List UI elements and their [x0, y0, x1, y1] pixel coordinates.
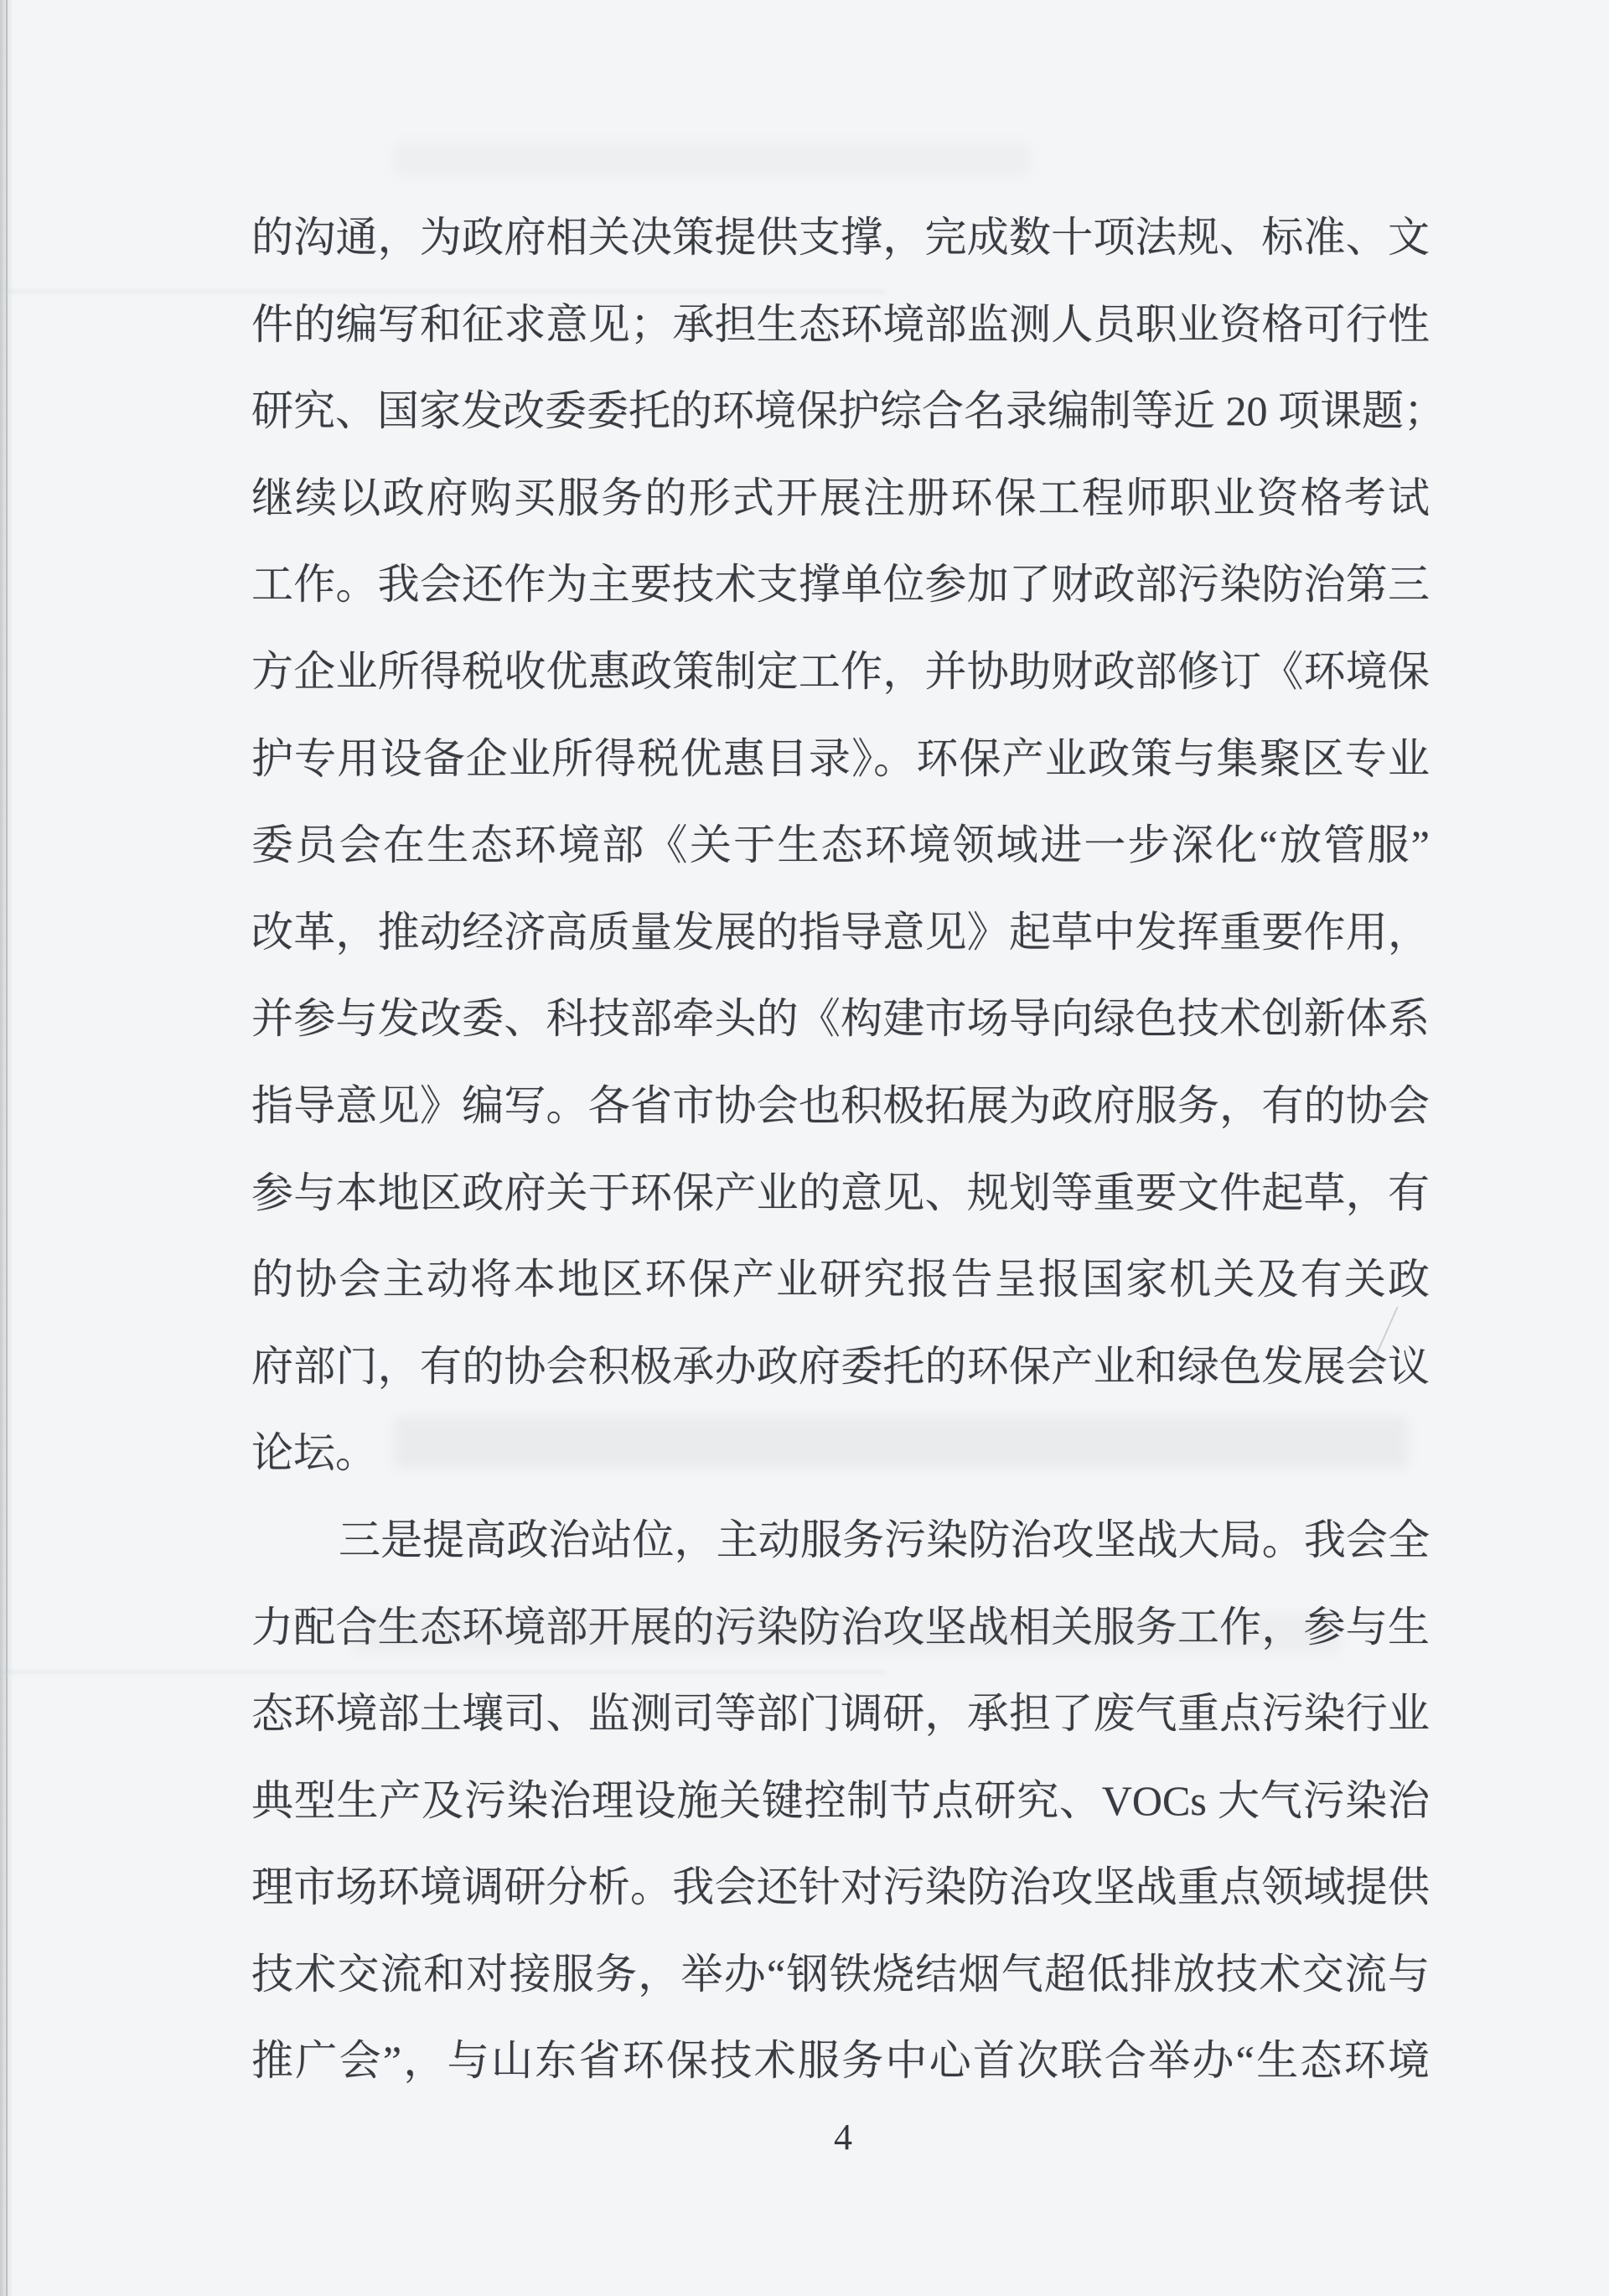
- text-line: 力配合生态环境部开展的污染防治攻坚战相关服务工作，参与生: [251, 1603, 1430, 1651]
- text-line: 研究、国家发改委委托的环境保护综合名录编制等近 20 项课题；: [251, 387, 1446, 435]
- text-line: 典型生产及污染治理设施关键控制节点研究、VOCs 大气污染治: [251, 1776, 1430, 1824]
- text-line: 态环境部土壤司、监测司等部门调研，承担了废气重点污染行业: [251, 1690, 1430, 1738]
- text-line: 技术交流和对接服务，举办“钢铁烧结烟气超低排放技术交流与: [251, 1950, 1430, 1998]
- text-line: 并参与发改委、科技部牵头的《构建市场导向绿色技术创新体系: [251, 995, 1430, 1043]
- page-number: 4: [834, 2117, 852, 2158]
- document-body-text: [251, 204, 1446, 2114]
- text-line: 工作。我会还作为主要技术支撑单位参加了财政部污染防治第三: [251, 561, 1430, 609]
- text-line: 方企业所得税收优惠政策制定工作，并协助财政部修订《环境保: [251, 647, 1430, 695]
- text-line: 三是提高政治站位，主动服务污染防治攻坚战大局。我会全: [339, 1516, 1430, 1563]
- text-line: 推广会”，与山东省环保技术服务中心首次联合举办“生态环境: [251, 2037, 1430, 2085]
- text-line: 的协会主动将本地区环保产业研究报告呈报国家机关及有关政: [251, 1256, 1430, 1303]
- text-line: 件的编写和征求意见；承担生态环境部监测人员职业资格可行性: [251, 300, 1430, 348]
- text-line: 论坛。: [251, 1429, 377, 1477]
- text-line: 理市场环境调研分析。我会还针对污染防治攻坚战重点领域提供: [251, 1863, 1430, 1911]
- text-line: 指导意见》编写。各省市协会也积极拓展为政府服务，有的协会: [251, 1081, 1430, 1129]
- scan-edge-line: [6, 0, 8, 2296]
- text-line: 护专用设备企业所得税优惠目录》。环保产业政策与集聚区专业: [251, 734, 1430, 782]
- text-line: 府部门，有的协会积极承办政府委托的环保产业和绿色发展会议: [251, 1342, 1430, 1390]
- text-line: 的沟通，为政府相关决策提供支撑，完成数十项法规、标准、文: [251, 214, 1430, 261]
- text-line: 改革，推动经济高质量发展的指导意见》起草中发挥重要作用，: [251, 908, 1430, 956]
- text-line: 委员会在生态环境部《关于生态环境领域进一步深化“放管服”: [251, 821, 1430, 869]
- ink-bleedthrough-smudge: [394, 143, 1031, 176]
- text-line: 继续以政府购买服务的形式开展注册环保工程师职业资格考试: [251, 474, 1430, 521]
- text-line: 参与本地区政府关于环保产业的意见、规划等重要文件起草，有: [251, 1169, 1430, 1216]
